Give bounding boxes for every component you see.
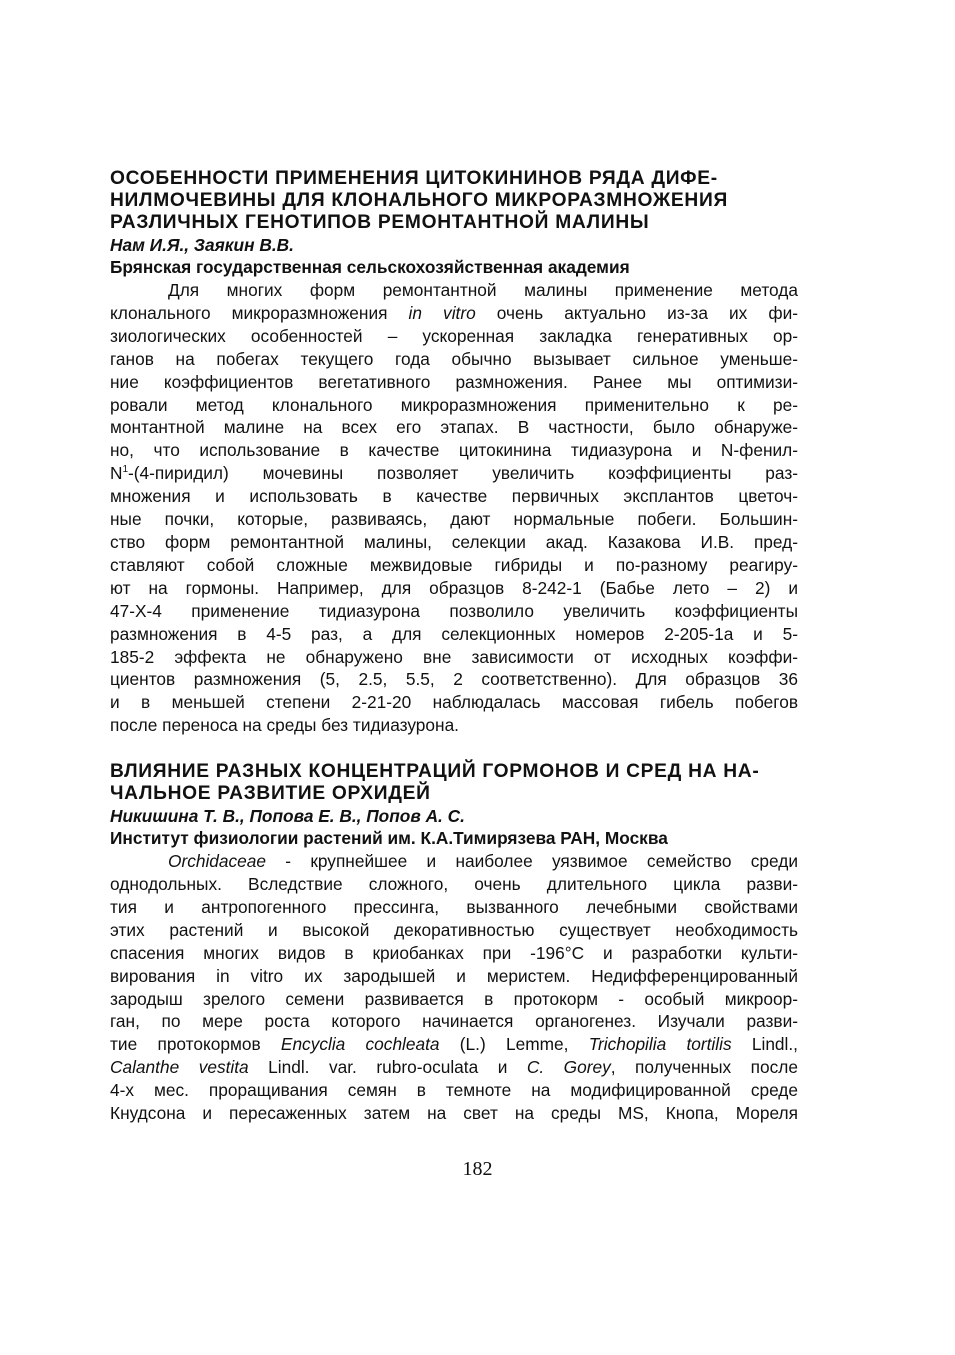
article1-line: ство форм ремонтантной малины, селекции акад. Казакова И.В. пред-: [110, 531, 798, 552]
article1-line: и в меньшей степени 2-21-20 наблюдалась массовая гибель побегов: [110, 692, 798, 713]
article2-line: спасения многих видов в криобанках при -196°С и разработки культи-: [110, 942, 798, 963]
article1-n-prefix: N: [110, 463, 123, 484]
article2-title-line: ВЛИЯНИЕ РАЗНЫХ КОНЦЕНТРАЦИЙ ГОРМОНОВ И СРЕД НА НА-: [110, 761, 760, 783]
article2-line: однодольных. Вследствие сложного, очень длительного цикла разви-: [110, 874, 798, 895]
article1-line: [110, 302, 798, 325]
article2-line: этих растений и высокой декоративностью существует необходимость: [110, 919, 798, 940]
article1-line: Для многих форм ремонтантной малины применение метода: [168, 280, 798, 300]
article1-line: ние коэффициентов вегетативного размножения. Ранее мы оптимизи-: [110, 371, 798, 392]
article2-species: Calanthe vestita: [110, 1057, 249, 1078]
article2-line-text: Lindl. var. rubro-oculata и: [248, 1057, 527, 1078]
article1-title-line: РАЗЛИЧНЫХ ГЕНОТИПОВ РЕМОНТАНТНОЙ МАЛИНЫ: [110, 212, 650, 233]
article1-line: ют на гормоны. Например, для образцов 8-242-1 (Бабье лето – 2) и: [110, 577, 798, 598]
article1-line: монтантной малине на всех его этапах. В частности, было обнаруже-: [110, 417, 798, 438]
article1-line: ные почки, которые, развиваясь, дают нормальные побеги. Большин-: [110, 509, 798, 530]
article2-line: тия и антропогенного прессинга, вызванного лечебными свойствами: [110, 896, 798, 917]
article1-line: множения и использовать в качестве первичных эксплантов цветоч-: [110, 486, 798, 507]
section-gap: [110, 737, 798, 761]
article2-species: C. Gorey: [526, 1057, 611, 1078]
article1-line-text: очень актуально из-за их фи-: [475, 302, 798, 323]
article2-line-text: тие протокормов: [110, 1034, 281, 1055]
article2-species: Encyclia cochleata: [280, 1034, 440, 1055]
article2-line: Кнудсона и пересаженных затем на свет на среды MS, Кнопа, Мореля: [110, 1103, 798, 1124]
article2-title-line: ЧАЛЬНОЕ РАЗВИТИЕ ОРХИДЕЙ: [110, 783, 431, 805]
article1-superscript: 1: [122, 464, 129, 476]
article2-orchidaceae: Orchidaceae: [168, 851, 266, 872]
article1-line: ставляют собой сложные межвидовые гибриды и по-разному реагиру-: [110, 554, 798, 575]
article2-line: [110, 850, 798, 873]
article1-line: 185-2 эффекта не обнаружено вне зависимости от исходных коэффи-: [110, 646, 798, 667]
article1-line: но, что использование в качестве цитокинина тидиазурона и N-фенил-: [110, 440, 798, 461]
article1-line: [110, 462, 798, 485]
article1-line: после переноса на среды без тидиазурона.: [110, 715, 459, 736]
article2-affiliation: Институт физиологии растений им. К.А.Тимирязева РАН, Москва: [110, 828, 668, 849]
page-number: 182: [462, 1158, 493, 1180]
article2-species: Trichopilia tortilis: [588, 1034, 732, 1055]
article1-line: размножения в 4-5 раз, а для селекционных номеров 2-205-1а и 5-: [110, 623, 798, 644]
article2-line-text: , полученных после: [610, 1057, 798, 1078]
article1-title-line: ОСОБЕННОСТИ ПРИМЕНЕНИЯ ЦИТОКИНИНОВ РЯДА ДИФЕ-: [110, 168, 718, 189]
article1-line: 47-Х-4 применение тидиазурона позволило увеличить коэффициенты: [110, 600, 798, 621]
article2-line: [110, 1033, 798, 1056]
article1-title-line: НИЛМОЧЕВИНЫ ДЛЯ КЛОНАЛЬНОГО МИКРОРАЗМНОЖЕНИЯ: [110, 190, 728, 211]
article2-line-text: (L.) Lemme,: [439, 1034, 589, 1055]
page-content: [110, 168, 798, 1125]
article2-authors: Никишина Т. В., Попова Е. В., Попов А. С.: [110, 806, 465, 827]
article1-line: ганов на побегах текущего года обычно вызывает сильное уменьше-: [110, 348, 798, 369]
article2-line: [110, 1056, 798, 1079]
article1-affiliation: Брянская государственная сельскохозяйственная академия: [110, 257, 630, 277]
article2-line: 4-х мес. проращивания семян в темноте на модифицированной среде: [110, 1080, 798, 1101]
article1-line-text: -(4-пиридил) мочевины позволяет увеличить коэффициенты раз-: [128, 463, 798, 484]
article1-authors: Нам И.Я., Заякин В.В.: [110, 235, 294, 255]
article1-title: [110, 168, 798, 234]
article1-in-vitro: in vitro: [408, 302, 476, 323]
article2-line-text: - крупнейшее и наиболее уязвимое семейство среди: [265, 851, 798, 872]
article1-line: циентов размножения (5, 2.5, 5.5, 2 соответственно). Для образцов 36: [110, 669, 798, 690]
article1-line: ровали метод клонального микроразмножения применительно к ре-: [110, 394, 798, 415]
article1-line-text: клонального микроразмножения: [110, 302, 409, 323]
article2-line-text: Lindl.,: [731, 1034, 798, 1055]
article1-line: зиологических особенностей – ускоренная закладка генеративных ор-: [110, 325, 798, 346]
article2-body: [110, 850, 798, 1125]
article2-line: ган, по мере роста которого начинается органогенез. Изучали разви-: [110, 1011, 798, 1032]
article2-line: вирования in vitro их зародышей и меристем. Недифференцированный: [110, 965, 798, 986]
article2-title: [110, 761, 798, 805]
article1-body: [110, 279, 798, 737]
article2-line: зародыш зрелого семени развивается в протокорм - особый микроор-: [110, 988, 798, 1009]
